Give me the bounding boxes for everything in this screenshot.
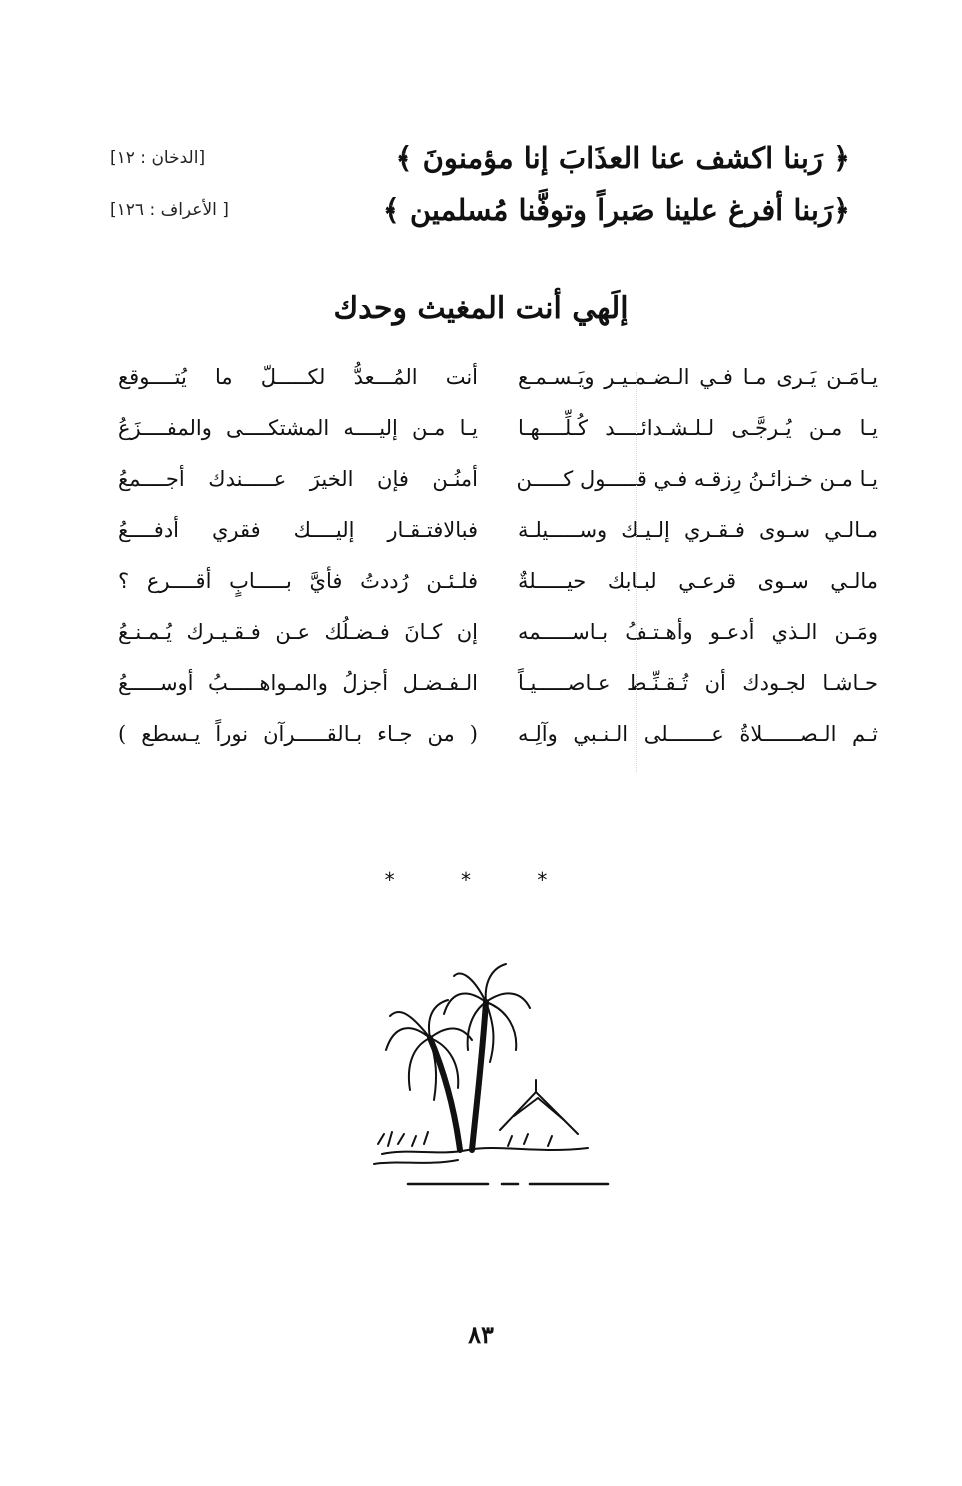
- poem-second-hemistich: يـا مـن إليــــه المشتكــــى والمفــــزَعُ: [118, 416, 478, 440]
- palm-trees-and-tent-icon: [368, 950, 618, 1200]
- poem-second-hemistich: فلـئـن رُددتُ فأيَّ بـــــابٍ أقــــرع ؟: [118, 569, 478, 593]
- poem-second-hemistich: فبالافتـقـار إليــــك فقري أدفــــعُ: [118, 518, 478, 542]
- poem-line: [118, 661, 878, 712]
- verse-reference: [الدخان : ١٢]: [110, 148, 206, 168]
- poem-line: [118, 508, 878, 559]
- poem-second-hemistich: أنت المُـــعدُّ لكـــــلّ ما يُتــــوقع: [118, 365, 478, 389]
- poem-line: [118, 406, 878, 457]
- page-number: ٨٣: [468, 1320, 494, 1349]
- poem-first-hemistich: مـالـي سـوى فـقـري إلـيـك وســـــيلـة: [518, 518, 878, 542]
- quran-verse-1: [110, 136, 850, 180]
- poem-title: إلَهي أنت المغيث وحدك: [333, 291, 629, 326]
- poem-second-hemistich: الـفـضـل أجزلُ والمـواهـــــبُ أوســـــعُ: [118, 671, 478, 695]
- poem-line: [118, 457, 878, 508]
- poem-first-hemistich: ثـم الـصــــــلاةُ عـــــــلى الـنـبي وآلِـه: [518, 722, 878, 746]
- poem-first-hemistich: مالـي سـوى قرعـي لبـابك حيـــــلةٌ: [518, 569, 878, 593]
- poem-second-hemistich: ( من جـاء بـالقـــــرآن نوراً يـسطع ): [118, 722, 478, 746]
- poem-first-hemistich: يـامَـن يَـرى مـا فـي الـضـمـيـر ويَـسـمـع: [518, 365, 878, 389]
- quran-verse-2: [110, 188, 850, 232]
- poem-second-hemistich: أمنُـن فإن الخيرَ عـــــندك أجــــمعُ: [118, 467, 478, 491]
- verse-text: ﴿رَبنا أفرغ علينا صَبراً وتوفَّنا مُسلمين ﴾: [382, 193, 850, 227]
- column-divider: [636, 372, 637, 772]
- verse-text: ﴿ رَبنا اكشف عنا العذَابَ إنا مؤمنونَ ﴾: [395, 141, 850, 175]
- section-separator: * * *: [384, 868, 578, 892]
- poem-first-hemistich: حـاشـا لجـودك أن تُـقـنِّـط عـاصـــــيـاً: [518, 671, 878, 695]
- poem-first-hemistich: يـا مـن خـزائـنُ رِزقـه فـي قـــــول كـــــن: [516, 467, 878, 491]
- poem-line: [118, 355, 878, 406]
- poem-second-hemistich: إن كـانَ فـضـلُك عـن فـقـيـرك يُـمـنـعُ: [118, 620, 478, 644]
- poem-first-hemistich: ومَـن الـذي أدعـو وأهـتـفُ بـاســـــمه: [518, 620, 878, 644]
- poem-line: [118, 610, 878, 661]
- poem-line: [118, 712, 878, 763]
- poem-first-hemistich: يـا مـن يُـرجَّـى لـلـشـدائــــد كُـلِّــــهـا: [518, 416, 878, 440]
- verse-reference: [ الأعراف : ١٢٦]: [110, 200, 229, 220]
- poem-line: [118, 559, 878, 610]
- poem: [118, 355, 878, 763]
